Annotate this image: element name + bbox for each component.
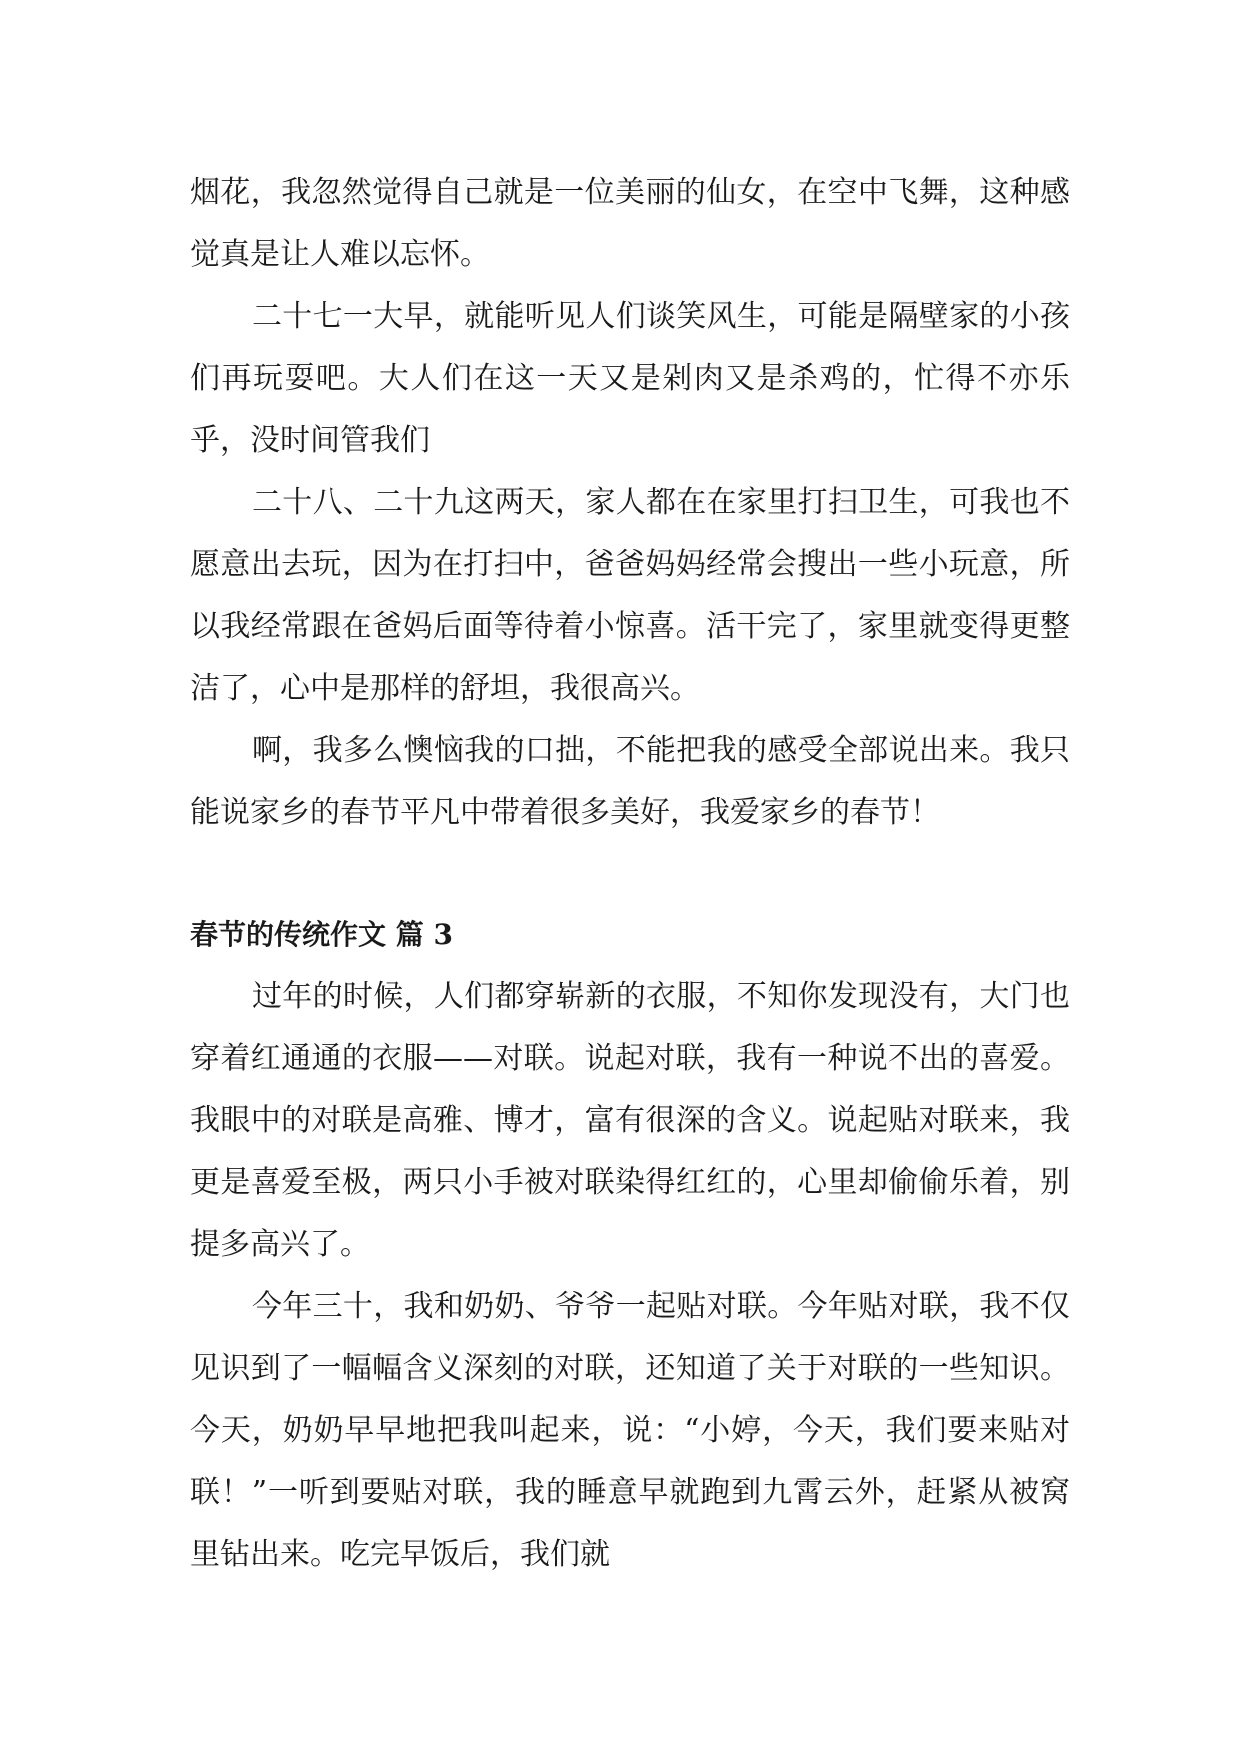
paragraph-5: 过年的时候，人们都穿崭新的衣服，不知你发现没有，大门也穿着红通通的衣服——对联。说起对联，我有一种说不出的喜爱。我眼中的对联是高雅、博才，富有很深的含义。说起贴对联来，我更是喜爱至极，两只小手被对联染得红红的，心里却偷偷乐着，别提多高兴了。 bbox=[190, 979, 1070, 1262]
paragraph-3: 二十八、二十九这两天，家人都在在家里打扫卫生，可我也不愿意出去玩，因为在打扫中，爸爸妈妈经常会搜出一些小玩意，所以我经常跟在爸妈后面等待着小惊喜。活干完了，家里就变得更整洁了，心中是那样的舒坦，我很高兴。 bbox=[190, 485, 1070, 706]
paragraph-2: 二十七一大早，就能听见人们谈笑风生，可能是隔壁家的小孩们再玩耍吧。大人们在这一天又是剁肉又是杀鸡的，忙得不亦乐乎，没时间管我们 bbox=[190, 299, 1070, 458]
paragraph-1: 烟花，我忽然觉得自己就是一位美丽的仙女，在空中飞舞，这种感觉真是让人难以忘怀。 bbox=[190, 175, 1070, 272]
paragraph-6: 今年三十，我和奶奶、爷爷一起贴对联。今年贴对联，我不仅见识到了一幅幅含义深刻的对联，还知道了关于对联的一些知识。今天，奶奶早早地把我叫起来，说：“小婷，今天，我们要来贴对联！”一听到要贴对联，我的睡意早就跑到九霄云外，赶紧从被窝里钻出来。吃完早饭后，我们就 bbox=[190, 1289, 1070, 1572]
section-title: 春节的传统作文 篇 3 bbox=[190, 918, 453, 951]
document-body bbox=[190, 162, 1070, 1586]
paragraph-4: 啊，我多么懊恼我的口拙，不能把我的感受全部说出来。我只能说家乡的春节平凡中带着很多美好，我爱家乡的春节！ bbox=[190, 733, 1070, 830]
